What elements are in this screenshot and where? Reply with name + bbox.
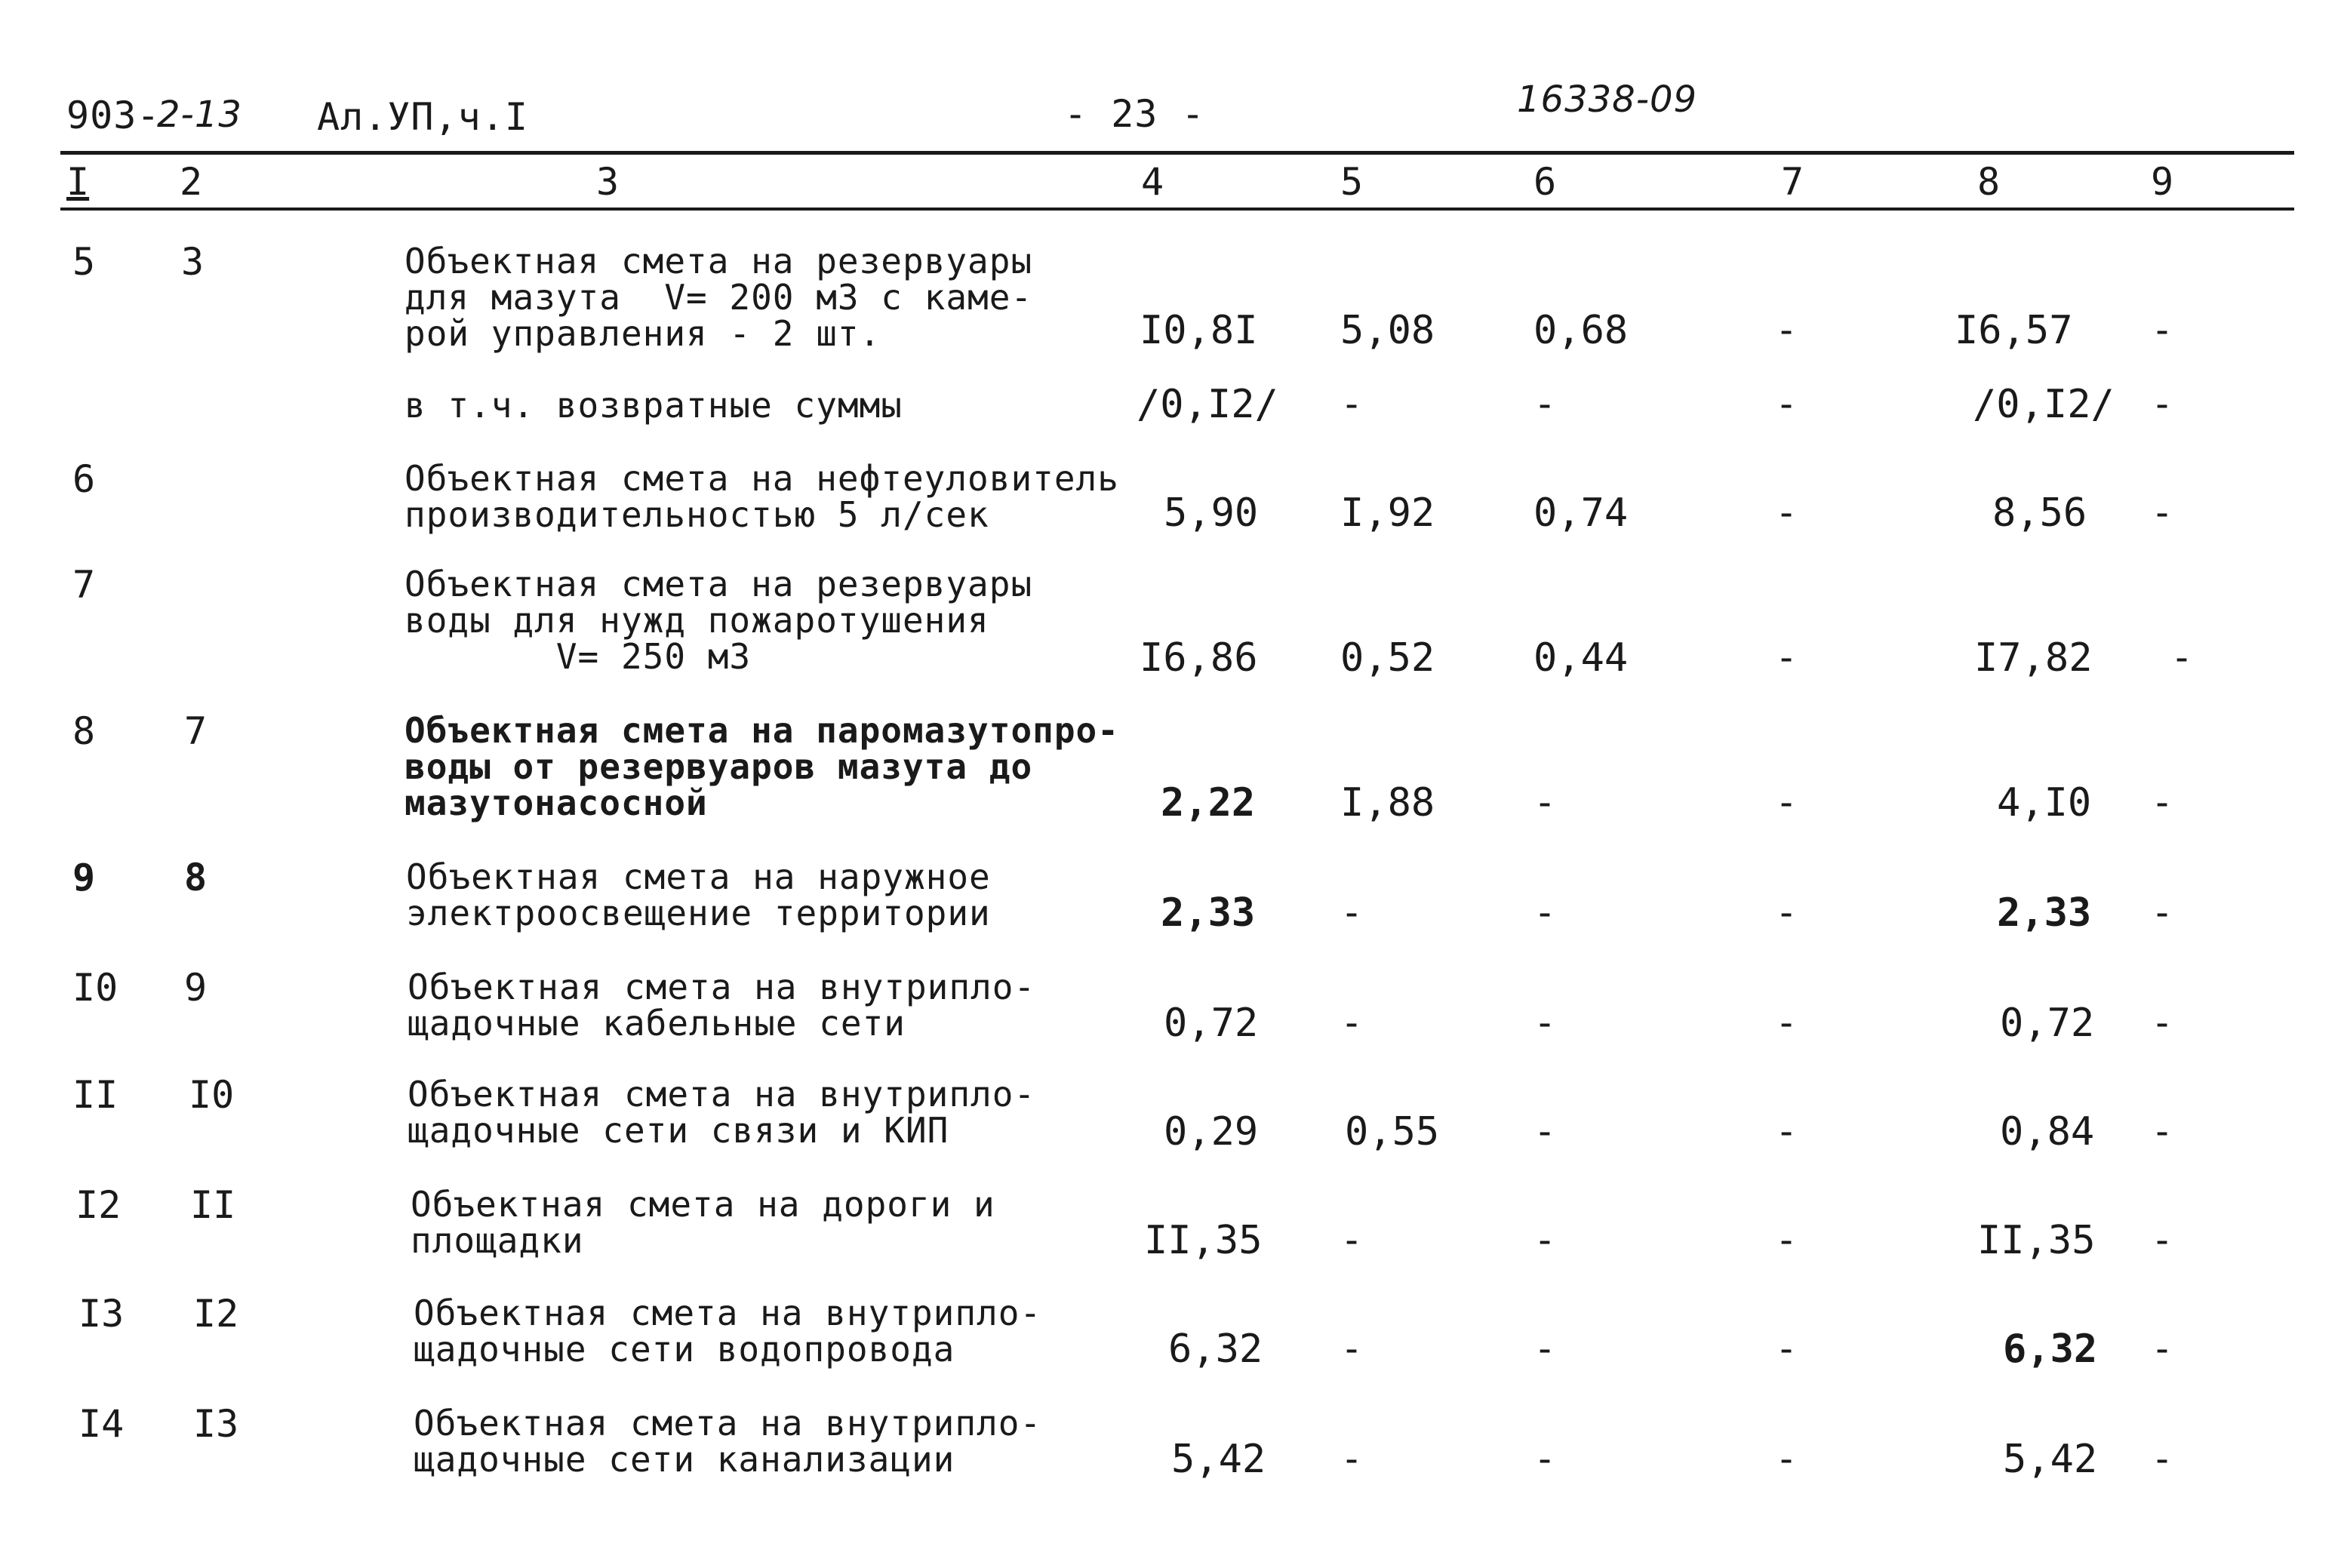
table-row-col7: - [1775, 780, 1798, 824]
column-number-2: 2 [180, 160, 203, 204]
table-row-col1: II [72, 1073, 118, 1117]
table-row-col8: II,35 [1977, 1218, 2096, 1263]
table-row-col8: 6,32 [2003, 1327, 2098, 1372]
table-row-col1: I0 [72, 966, 118, 1010]
table-row-col4: 5,90 [1164, 490, 1259, 536]
table-row-col8: 0,72 [2000, 1001, 2095, 1046]
column-number-6: 6 [1533, 160, 1557, 204]
table-row-col1: 8 [72, 709, 96, 753]
table-row-col7: - [1775, 1437, 1798, 1480]
table-row-description: Объектная смета на наружное электроосвещение территории [406, 856, 991, 933]
table-row-subline-description: в т.ч. возвратные суммы [405, 385, 903, 426]
table-row-col5: - [1340, 890, 1364, 934]
table-row-col4: 0,29 [1164, 1109, 1259, 1154]
inventory-number: 16338-09 [1517, 78, 1698, 121]
table-row-col9: - [2151, 490, 2174, 534]
table-row-col9: - [2151, 1327, 2174, 1370]
doc-code-handwritten: 2-13 [157, 94, 242, 136]
table-row-col8: I6,57 [1955, 308, 2073, 353]
table-row-col6: - [1533, 890, 1557, 934]
table-row-col9: - [2151, 1218, 2174, 1262]
table-row-col9: - [2151, 780, 2174, 824]
table-row-col8: 2,33 [1997, 890, 2092, 936]
table-row-description: Объектная смета на нефтеуловитель производительностью 5 л/сек [405, 458, 1119, 535]
table-row-col6: - [1533, 1327, 1557, 1370]
column-number-7: 7 [1781, 160, 1804, 204]
table-row-description: Объектная смета на внутрипло- щадочные кабельные сети [408, 967, 1036, 1044]
table-row-col5: 0,55 [1345, 1109, 1440, 1154]
table-row-col7: - [1775, 635, 1798, 679]
table-row-col1: 7 [72, 563, 96, 607]
table-row-col4: I6,86 [1140, 635, 1258, 681]
table-row-col9: - [2151, 1109, 2174, 1153]
table-row-col9: - [2151, 308, 2174, 352]
table-row-col1: I2 [75, 1183, 122, 1227]
table-row-col4: 6,32 [1168, 1327, 1263, 1372]
table-row-col6: - [1533, 1109, 1557, 1153]
table-row-col2: 9 [184, 966, 208, 1010]
table-row-col6: - [1533, 780, 1557, 824]
table-row-col6: 0,74 [1533, 490, 1629, 536]
column-number-9: 9 [2151, 160, 2174, 204]
table-row-col5: - [1340, 1437, 1364, 1480]
table-row-subline-col6: - [1533, 382, 1557, 426]
table-row-col2: 7 [184, 709, 208, 753]
table-row-col1: I4 [78, 1402, 125, 1446]
table-row-col9: - [2151, 890, 2174, 934]
album-label: Ал.УП,ч.I [317, 95, 528, 139]
table-row-col7: - [1775, 1001, 1798, 1044]
table-row-description: Объектная смета на внутрипло- щадочные сети связи и КИП [408, 1074, 1036, 1151]
column-number-5: 5 [1340, 160, 1364, 204]
table-row-col5: 0,52 [1340, 635, 1435, 681]
table-row-col2: II [190, 1183, 236, 1227]
table-row-col8: 5,42 [2003, 1437, 2098, 1482]
table-row-col6: 0,68 [1533, 308, 1629, 353]
table-row-col7: - [1775, 890, 1798, 934]
table-row-col1: I3 [78, 1292, 125, 1336]
table-row-col6: - [1533, 1001, 1557, 1044]
table-row-col8: 4,I0 [1997, 780, 2092, 826]
table-row-col2: 8 [184, 856, 208, 899]
table-row-description: Объектная смета на внутрипло- щадочные сети канализации [414, 1403, 1042, 1480]
table-row-col5: - [1340, 1327, 1364, 1370]
header-rule-top [60, 151, 2294, 155]
table-row-col7: - [1775, 1327, 1798, 1370]
table-row-col1: 6 [72, 457, 96, 501]
table-row-subline-col4: /0,I2/ [1137, 382, 1278, 427]
table-row-col2: I2 [193, 1292, 239, 1336]
table-row-description: Объектная смета на дороги и площадки [411, 1184, 995, 1261]
table-row-col2: 3 [181, 240, 205, 284]
table-row-col1: 5 [72, 240, 96, 284]
doc-code: 903- [66, 94, 161, 137]
table-row-col7: - [1775, 1218, 1798, 1262]
table-row-description: Объектная смета на внутрипло- щадочные сети водопровода [414, 1293, 1042, 1370]
table-row-subline-col5: - [1340, 382, 1364, 426]
table-row-col5: I,88 [1340, 780, 1435, 826]
table-row-col4: 0,72 [1164, 1001, 1259, 1046]
table-row-subline-col7: - [1775, 382, 1798, 426]
column-number-3: 3 [596, 160, 620, 204]
table-row-col8: 0,84 [2000, 1109, 2095, 1154]
column-number-8: 8 [1977, 160, 2001, 204]
page-number: - 23 - [1064, 92, 1205, 136]
table-row-col4: II,35 [1144, 1218, 1263, 1263]
column-number-1: I [66, 160, 90, 204]
table-row-description: Объектная смета на резервуары для мазута V= 200 м3 с каме- рой управления - 2 шт. [405, 241, 1033, 354]
table-row-col1: 9 [72, 856, 96, 899]
table-row-subline-col9: - [2151, 382, 2174, 426]
header-rule-bottom [60, 208, 2294, 211]
table-row-description: Объектная смета на паромазутопро- воды от резервуаров мазута до мазутонасосной [405, 710, 1119, 823]
table-row-col7: - [1775, 490, 1798, 534]
table-row-col2: I3 [193, 1402, 239, 1446]
table-row-col9: - [2151, 1001, 2174, 1044]
table-row-col4: I0,8I [1140, 308, 1258, 353]
table-row-col4: 2,22 [1161, 780, 1256, 826]
table-row-col8: 8,56 [1992, 490, 2087, 536]
table-row-col9: - [2151, 1437, 2174, 1480]
table-row-col5: - [1340, 1001, 1364, 1044]
table-row-col2: I0 [189, 1073, 235, 1117]
table-row-subline-col8: /0,I2/ [1973, 382, 2115, 427]
table-row-col8: I7,82 [1974, 635, 2093, 681]
table-row-col5: I,92 [1340, 490, 1435, 536]
table-row-col5: - [1340, 1218, 1364, 1262]
table-row-col9: - [2170, 635, 2194, 679]
table-row-col6: 0,44 [1533, 635, 1629, 681]
column-number-4: 4 [1141, 160, 1164, 204]
table-row-col7: - [1775, 1109, 1798, 1153]
table-row-col6: - [1533, 1218, 1557, 1262]
table-row-col6: - [1533, 1437, 1557, 1480]
table-row-col5: 5,08 [1340, 308, 1435, 353]
table-row-col4: 2,33 [1161, 890, 1256, 936]
table-row-col4: 5,42 [1171, 1437, 1266, 1482]
table-row-description: Объектная смета на резервуары воды для нужд пожаротушения V= 250 м3 [405, 564, 1033, 677]
table-row-col7: - [1775, 308, 1798, 352]
